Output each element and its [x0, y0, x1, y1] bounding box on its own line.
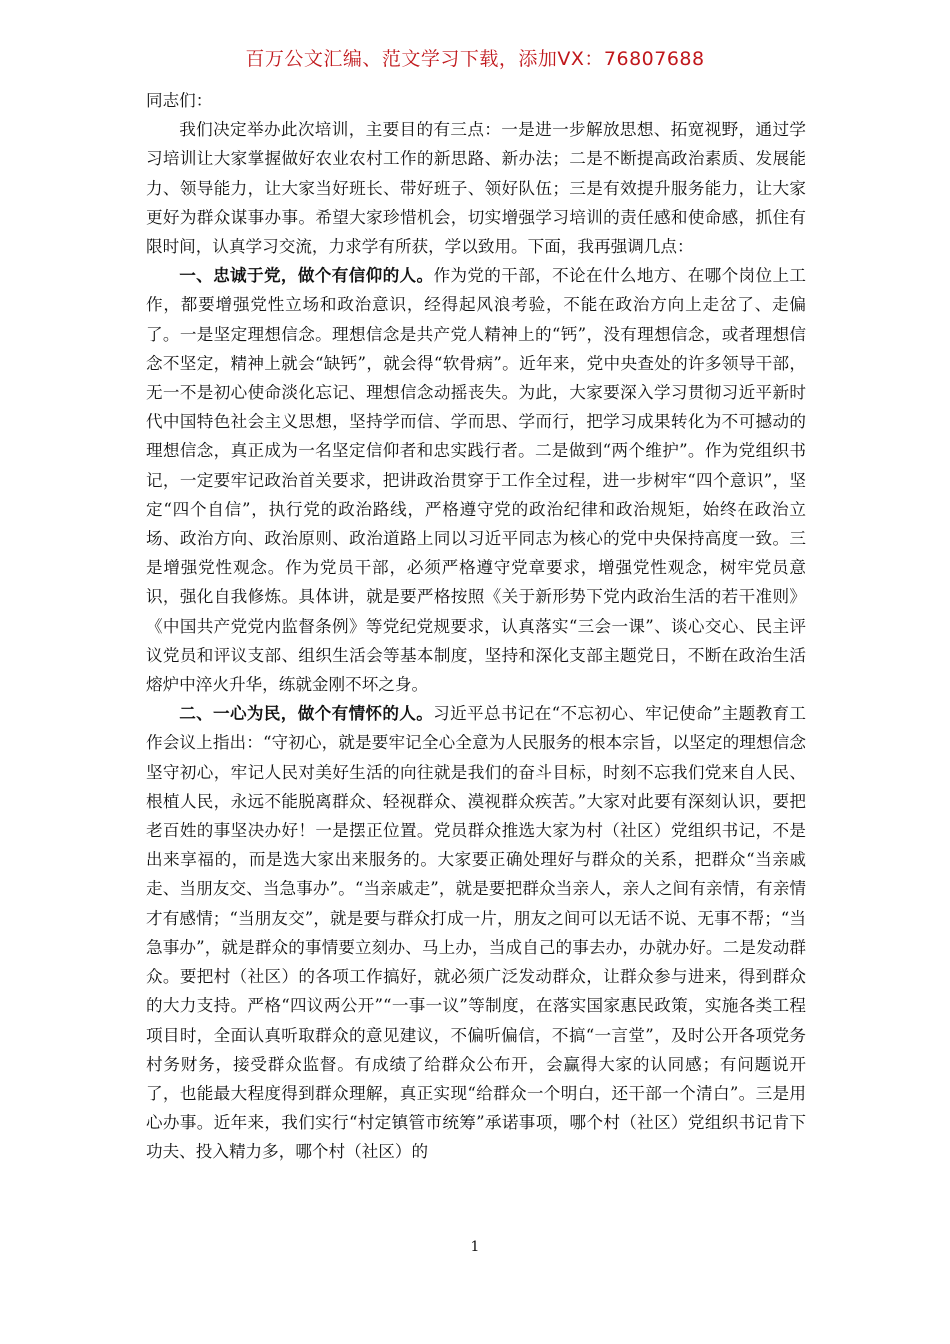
section-heading: 一、忠诚于党，做个有信仰的人。 [179, 265, 434, 286]
paragraph-text: 习近平总书记在“不忘初心、牢记使命”主题教育工作会议上指出：“守初心，就是要牢记全心全意为人民服务的根本宗旨，以坚定的理想信念坚守初心，牢记人民对美好生活的向往就是我们的奋斗目标，时刻不忘我们党来自人民、根植人民，永远不能脱离群众、轻视群众、漠视群众疾苦。”大家对此要有深刻认识，要把老百姓的事坚决办好！一是摆正位置。党员群众推选大家为村（社区）党组织书记，不是出来享福的，而是选大家出来服务的。大家要正确处理好与群众的关系，把群众“当亲戚走、当朋友交、当急事办”。“当亲戚走”，就是要把群众当亲人，亲人之间有亲情，有亲情才有感情；“当朋友交”，就是要与群众打成一片，朋友之间可以无话不说、无事不帮；“当急事办”，就是群众的事情要立刻办、马上办，当成自己的事去办，办就办好。二是发动群众。要把村（社区）的各项工作搞好，就必须广泛发动群众，让群众参与进来，得到群众的大力支持。严格“四议两公开”“一事一议”等制度，在落实国家惠民政策，实施各类工程项目时，全面认真听取群众的意见建议，不偏听偏信，不搞“一言堂”，及时公开各项党务村务财务，接受群众监督。有成绩了给群众公布开，会赢得大家的认同感；有问题说开了，也能最大程度得到群众理解，真正实现“给群众一个明白，还干部一个清白”。三是用心办事。近年来，我们实行“村定镇管市统筹”承诺事项，哪个村（社区）党组织书记肯下功夫、投入精力多，哪个村（社区）的 [146, 704, 807, 1162]
salutation: 同志们： [146, 91, 213, 110]
paragraph-section-2 [146, 699, 806, 1166]
watermark-banner [0, 44, 950, 71]
paragraph-section-1 [146, 261, 806, 699]
page-number: 1 [470, 1239, 480, 1255]
paragraph-text: 作为党的干部，不论在什么地方、在哪个岗位上工作，都要增强党性立场和政治意识，经得起风浪考验，不能在政治方向上走岔了、走偏了。一是坚定理想信念。理想信念是共产党人精神上的“钙”，没有理想信念，或者理想信念不坚定，精神上就会“缺钙”，就会得“软骨病”。近年来，党中央查处的许多领导干部，无一不是初心使命淡化忘记、理想信念动摇丧失。为此，大家要深入学习贯彻习近平新时代中国特色社会主义思想，坚持学而信、学而思、学而行，把学习成果转化为不可撼动的理想信念，真正成为一名坚定信仰者和忠实践行者。二是做到“两个维护”。作为党组织书记，一定要牢记政治首关要求，把讲政治贯穿于工作全过程，进一步树牢“四个意识”，坚定“四个自信”，执行党的政治路线，严格遵守党的政治纪律和政治规矩，始终在政治立场、政治方向、政治原则、政治道路上同以习近平同志为核心的党中央保持高度一致。三是增强党性观念。作为党员干部，必须严格遵守党章要求，增强党性观念，树牢党员意识，强化自我修炼。具体讲，就是要严格按照《关于新形势下党内政治生活的若干准则》《中国共产党党内监督条例》等党纪党规要求，认真落实“三会一课”、谈心交心、民主评议党员和评议支部、组织生活会等基本制度，坚持和深化支部主题党日，不断在政治生活熔炉中淬火升华，练就金刚不坏之身。 [146, 266, 807, 695]
section-heading: 二、一心为民，做个有情怀的人。 [179, 703, 434, 724]
paragraph-text: 我们决定举办此次培训，主要目的有三点：一是进一步解放思想、拓宽视野，通过学习培训让大家掌握做好农业农村工作的新思路、新办法；二是不断提高政治素质、发展能力、领导能力，让大家当好班长、带好班子、领好队伍；三是有效提升服务能力，让大家更好为群众谋事办事。希望大家珍惜机会，切实增强学习培训的责任感和使命感，抓住有限时间，认真学习交流，力求学有所获，学以致用。下面，我再强调几点： [146, 120, 806, 257]
banner-text: 百万公文汇编、范文学习下载，添加VX：76807688 [245, 48, 705, 70]
document-body [146, 86, 806, 1167]
paragraph-intro [146, 115, 806, 261]
